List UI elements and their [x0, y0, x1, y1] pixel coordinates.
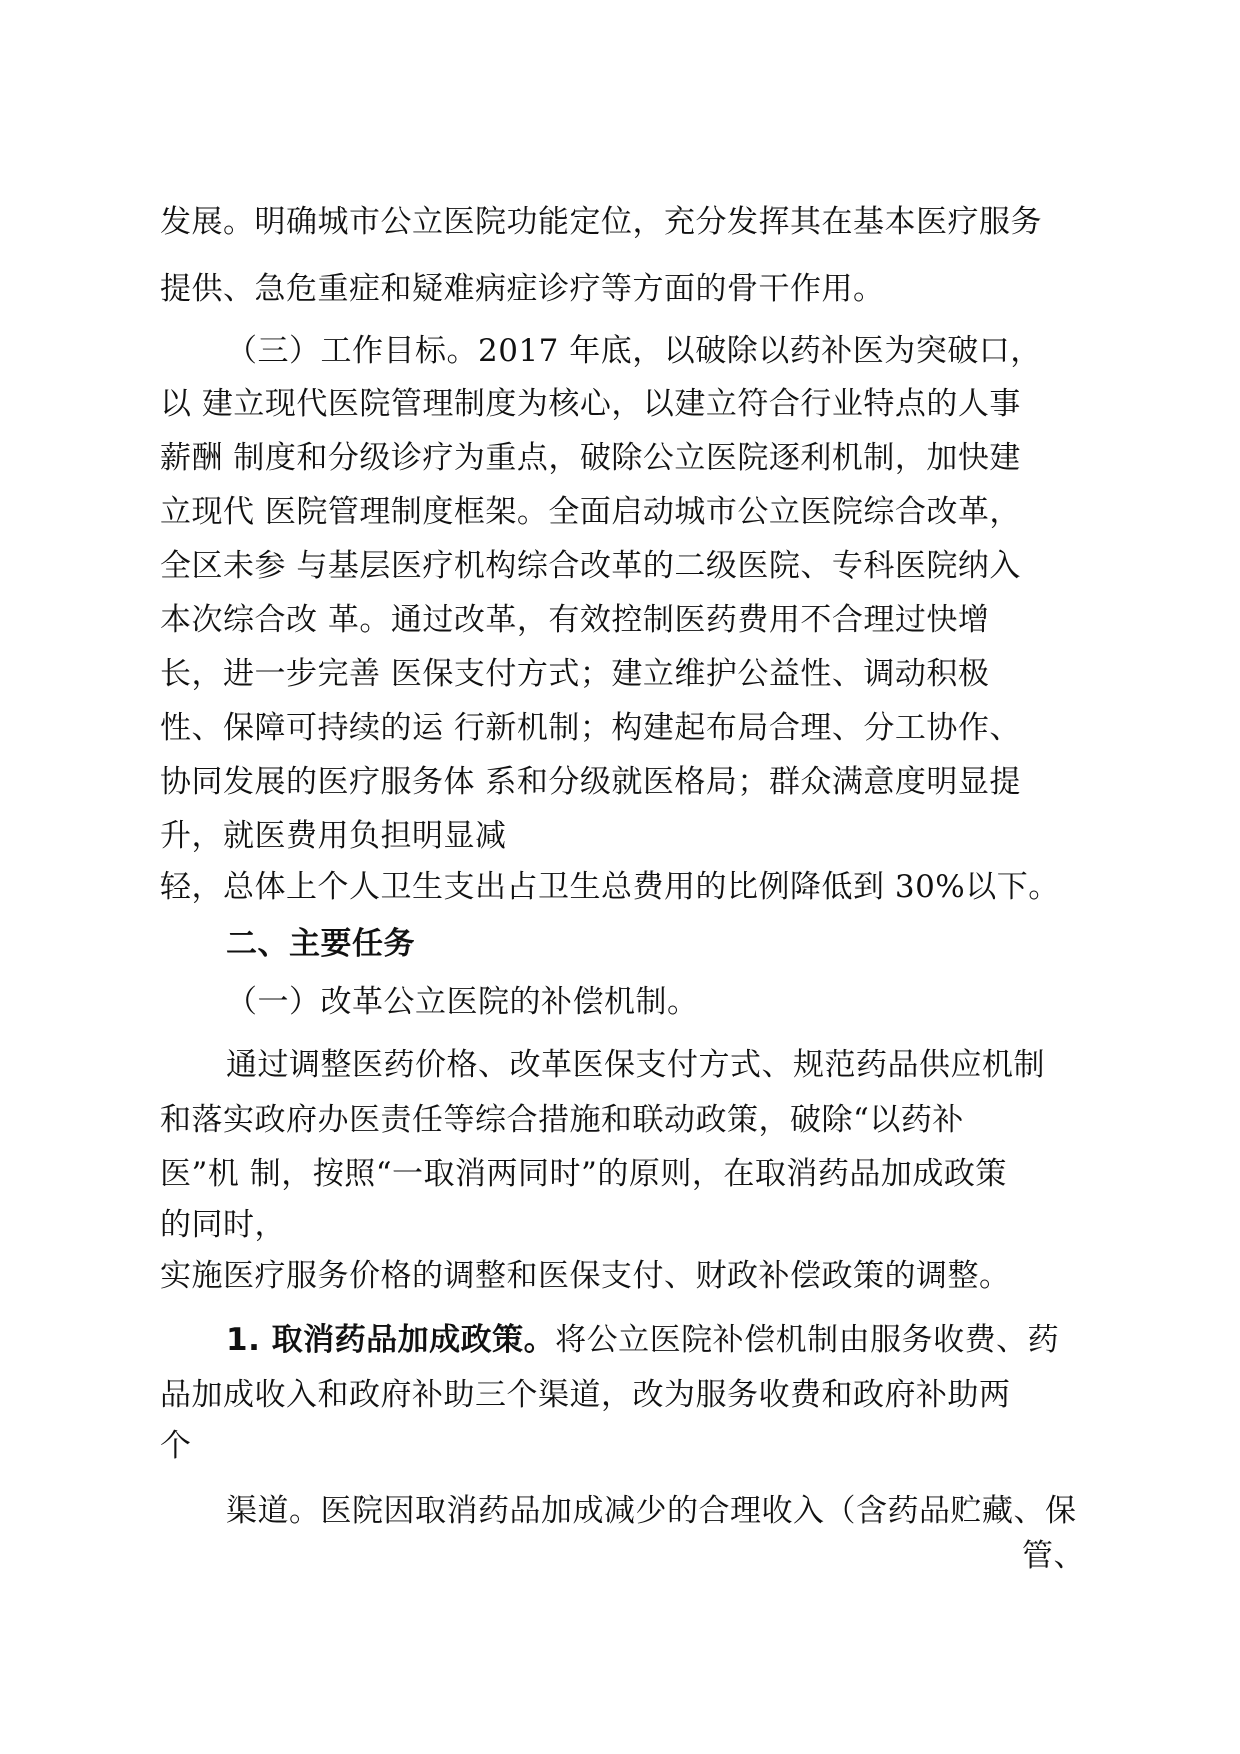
text-line: 医”机 制，按照“一取消两同时”的原则，在取消药品加成政策 — [160, 1156, 1007, 1192]
text-line: 渠道。医院因取消药品加成减少的合理收入（含药品贮藏、保 — [226, 1493, 1077, 1529]
text-line: 性、保障可持续的运 行新机制；构建起布局合理、分工协作、 — [160, 710, 1021, 746]
bold-lead-in: 1. 取消药品加成政策。 — [226, 1322, 556, 1358]
text-line: 个 — [160, 1428, 192, 1464]
text-line: 提供、急危重症和疑难病症诊疗等方面的骨干作用。 — [160, 271, 885, 307]
text-line: 的同时， — [160, 1207, 286, 1243]
text-line: 轻，总体上个人卫生支出占卫生总费用的比例降低到 30%以下。 — [160, 869, 1060, 905]
text-line: 发展。明确城市公立医院功能定位，充分发挥其在基本医疗服务 — [160, 204, 1042, 240]
text-line: 实施医疗服务价格的调整和医保支付、财政补偿政策的调整。 — [160, 1258, 1011, 1294]
text-line: 薪酬 制度和分级诊疗为重点，破除公立医院逐利机制，加快建 — [160, 440, 1021, 476]
text-run: 将公立医院补偿机制由服务收费、药 — [555, 1322, 1060, 1358]
text-line: （三）工作目标。2017 年底，以破除以药补医为突破口， — [226, 333, 1042, 369]
text-line: 品加成收入和政府补助三个渠道，改为服务收费和政府补助两 — [160, 1377, 1011, 1413]
text-line: 升，就医费用负担明显减 — [160, 818, 507, 854]
text-line: 和落实政府办医责任等综合措施和联动政策，破除“以药补 — [160, 1102, 964, 1138]
text-line: 管、 — [1022, 1538, 1085, 1574]
text-line: 立现代 医院管理制度框架。全面启动城市公立医院综合改革， — [160, 494, 1021, 530]
text-line: 本次综合改 革。通过改革，有效控制医药费用不合理过快增 — [160, 602, 990, 638]
text-line: 全区未参 与基层医疗机构综合改革的二级医院、专科医院纳入 — [160, 548, 1021, 584]
text-line: 以 建立现代医院管理制度为核心，以建立符合行业特点的人事 — [160, 386, 1021, 422]
subsection-heading: （一）改革公立医院的补偿机制。 — [226, 984, 699, 1020]
text-line: 长，进一步完善 医保支付方式；建立维护公益性、调动积极 — [160, 656, 990, 692]
text-line — [226, 1320, 1059, 1360]
section-heading: 二、主要任务 — [226, 926, 415, 962]
text-line: 通过调整医药价格、改革医保支付方式、规范药品供应机制 — [226, 1047, 1045, 1083]
text-line: 协同发展的医疗服务体 系和分级就医格局；群众满意度明显提 — [160, 764, 1021, 800]
